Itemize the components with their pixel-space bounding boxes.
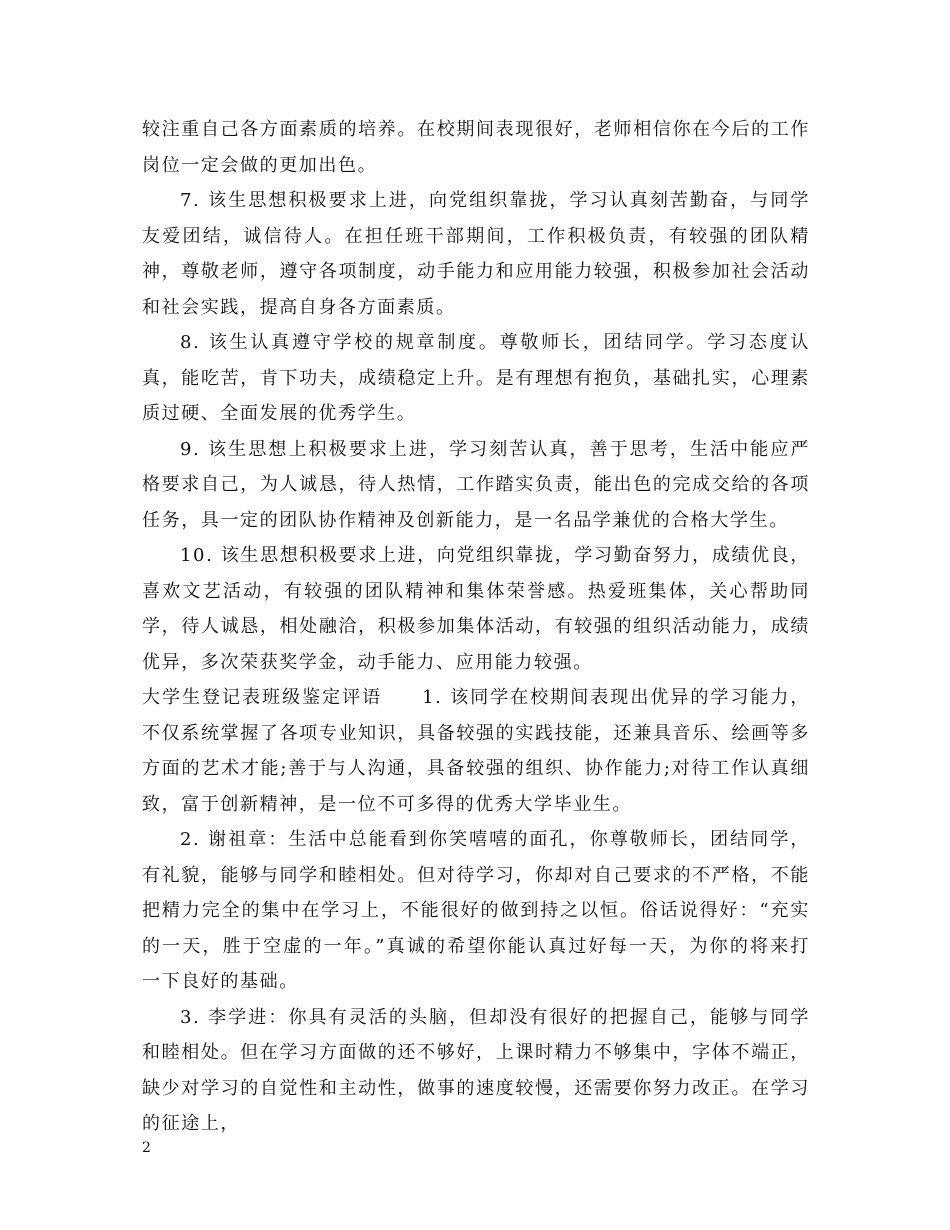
paragraph-item-8: 8. 该生认真遵守学校的规章制度。尊敬师长，团结同学。学习态度认真，能吃苦，肯下功夫，成绩稳定上升。是有理想有抱负，基础扎实，心理素质过硬、全面发展的优秀学生。 <box>142 332 810 424</box>
paragraph-item-9: 9. 该生思想上积极要求上进，学习刻苦认真，善于思考，生活中能应严格要求自己，为人诚恳，待人热情，工作踏实负责，能出色的完成交给的各项任务，具一定的团队协作精神及创新能力，是一名品学兼优的合格大学生。 <box>142 438 810 531</box>
paragraph-item-2: 2. 谢祖章：生活中总能看到你笑嘻嘻的面孔，你尊敬师长，团结同学，有礼貌，能够与同学和睦相处。但对待学习，你却对自己要求的不严格，不能把精力完全的集中在学习上，不能很好的做到持之以恒。俗话说得好：“充实的一天，胜于空虚的一年。”真诚的希望你能认真过好每一天，为你的将来打一下良好的基础。 <box>142 829 810 992</box>
paragraph-item-10: 10. 该生思想积极要求上进，向党组织靠拢，学习勤奋努力，成绩优良，喜欢文艺活动，有较强的团队精神和集体荣誉感。热爱班集体，关心帮助同学，待人诚恳，相处融洽，积极参加集体活动，有较强的组织活动能力，成绩优异，多次荣获奖学金，动手能力、应用能力较强。 <box>142 545 810 673</box>
paragraph-item-7: 7. 该生思想积极要求上进，向党组织靠拢，学习认真刻苦勤奋，与同学友爱团结，诚信待人。在担任班干部期间，工作积极负责，有较强的团队精神，尊敬老师，遵守各项制度，动手能力和应用能力较强，积极参加社会活动和社会实践，提高自身各方面素质。 <box>142 190 810 318</box>
body-text <box>142 112 810 1142</box>
paragraph-section-heading-item-1: 大学生登记表班级鉴定评语 1. 该同学在校期间表现出优异的学习能力，不仅系统掌握了各项专业知识，具备较强的实践技能，还兼具音乐、绘画等多方面的艺术才能;善于与人沟通，具备较强的组织、协作能力;对待工作认真细致，富于创新精神，是一位不可多得的优秀大学毕业生。 <box>142 687 810 815</box>
paragraph-item-3: 3. 李学进：你具有灵活的头脑，但却没有很好的把握自己，能够与同学和睦相处。但在学习方面做的还不够好，上课时精力不够集中，字体不端正，缺少对学习的自觉性和主动性，做事的速度较慢，还需要你努力改正。在学习的征途上， <box>142 1006 810 1134</box>
page-number: 2 <box>142 1140 151 1156</box>
paragraph-continuation: 较注重自己各方面素质的培养。在校期间表现很好，老师相信你在今后的工作岗位一定会做的更加出色。 <box>142 119 810 176</box>
